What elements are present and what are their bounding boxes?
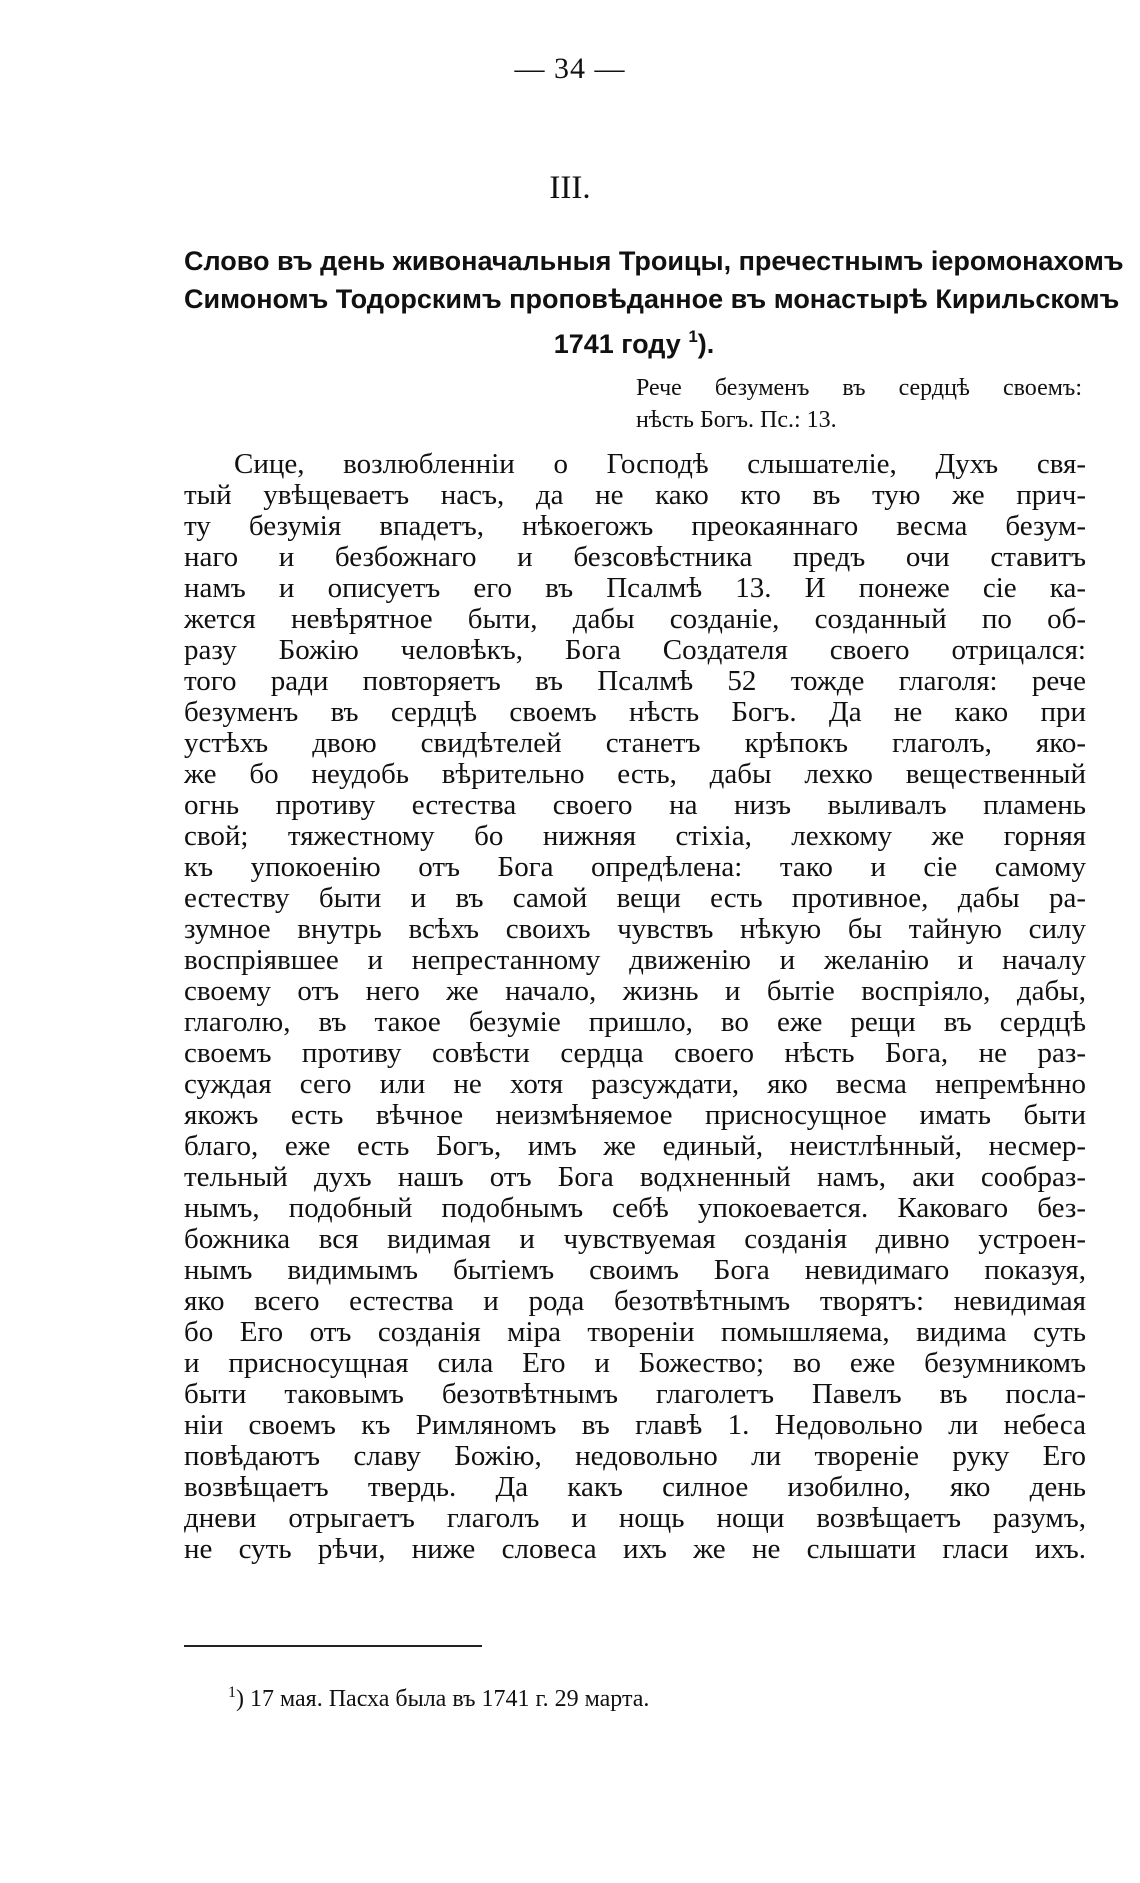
body-line: благо, еже есть Богъ, имъ же единый, неистлѣнный, несмер- (184, 1130, 1086, 1162)
epigraph (636, 372, 1082, 436)
body-line: своемъ противу совѣсти сердца своего нѣсть Бога, не раз- (184, 1037, 1086, 1069)
title-line-last (184, 318, 1084, 363)
footnote-text: ) 17 мая. Пасха была въ 1741 г. 29 марта. (236, 1686, 650, 1712)
body-line: того ради повторяетъ въ Псалмѣ 52 тожде глаголя: рече (184, 665, 1086, 697)
body-line: бо Его отъ созданія міра твореніи помышляема, видима суть (184, 1316, 1086, 1348)
body-line: наго и безбожнаго и безсовѣстника предъ очи ставитъ (184, 541, 1086, 573)
epigraph-line: Рече безуменъ въ сердцѣ своемъ: (636, 375, 1082, 401)
body-line: же бо неудобь вѣрительно есть, дабы лехко вещественный (184, 758, 1086, 790)
body-line: разу Божію человѣкъ, Бога Создателя своего отрицался: (184, 634, 1086, 666)
body-line: своему отъ него же начало, жизнь и бытіе воспріяло, дабы, (184, 975, 1086, 1007)
body-line: къ упокоенію отъ Бога опредѣлена: тако и сіе самому (184, 851, 1086, 883)
body-line: быти таковымъ безотвѣтнымъ глаголетъ Павелъ въ посла- (184, 1378, 1086, 1410)
footnote-mark: 1 (228, 1684, 236, 1701)
body-line: жется невѣрятное быти, дабы созданіе, созданный по об- (184, 603, 1086, 635)
body-line: тельный духъ нашъ отъ Бога водхненный намъ, аки сообраз- (184, 1161, 1086, 1193)
footnote-reference: 1 (688, 327, 698, 346)
body-line: возвѣщаетъ твердь. Да какъ силное изобилно, яко день (184, 1471, 1086, 1503)
body-line: намъ и описуетъ его въ Псалмѣ 13. И понеже сіе ка- (184, 572, 1086, 604)
body-line: якожъ есть вѣчное неизмѣняемое присносущное имать быти (184, 1099, 1086, 1131)
title-line: Симономъ Тодорскимъ проповѣданное въ монастырѣ Кирильскомъ (184, 284, 1120, 314)
body-line: ніи своемъ къ Римляномъ въ главѣ 1. Недовольно ли небеса (184, 1409, 1086, 1441)
body-line: ту безумія впадетъ, нѣкоегожъ преокаяннаго весма безум- (184, 510, 1086, 542)
body-line: божника вся видимая и чувствуемая созданія дивно устроен- (184, 1223, 1086, 1255)
body-line: яко всего естества и рода безотвѣтнымъ творятъ: невидимая (184, 1285, 1086, 1317)
body-line: нымъ, подобный подобнымъ себѣ упокоевается. Каковаго без- (184, 1192, 1086, 1224)
body-line: свой; тяжестному бо нижняя стіхіа, лехкому же горняя (184, 820, 1086, 852)
body-line: не суть рѣчи, ниже словеса ихъ же не слышати гласи ихъ. (184, 1533, 1086, 1565)
body-line: суждая сего или не хотя разсуждати, яко весма непремѣнно (184, 1068, 1086, 1100)
body-text (184, 449, 1086, 1565)
epigraph-line: нѣсть Богъ. Пс.: 13. (636, 407, 837, 433)
title-trailing: ). (697, 329, 715, 359)
body-line: воспріявшее и непрестанному движенію и желанію и началу (184, 944, 1086, 976)
body-line: безуменъ въ сердцѣ своемъ нѣсть Богъ. Да не како при (184, 696, 1086, 728)
body-line: тый увѣщеваетъ насъ, да не како кто въ тую же прич- (184, 479, 1086, 511)
title-line: 1741 году (553, 329, 681, 359)
body-line: естеству быти и въ самой вещи есть противное, дабы ра- (184, 882, 1086, 914)
footnote-divider (184, 1645, 482, 1647)
chapter-number: III. (549, 170, 591, 206)
body-line: устѣхъ двою свидѣтелей станетъ крѣпокъ глаголъ, яко- (184, 727, 1086, 759)
body-line: нымъ видимымъ бытіемъ своимъ Бога невидимаго показуя, (184, 1254, 1086, 1286)
body-line: повѣдаютъ славу Божію, недовольно ли твореніе руку Его (184, 1440, 1086, 1472)
sermon-title (184, 242, 1124, 363)
footnote (228, 1684, 649, 1713)
title-line: Слово въ день живоначальныя Троицы, пречестнымъ іеромонахомъ (184, 246, 1124, 276)
body-line: Сице, возлюбленніи о Господѣ слышателіе, Духъ свя- (234, 448, 1086, 480)
body-line: огнь противу естества своего на низъ выливалъ пламень (184, 789, 1086, 821)
body-line: и присносущная сила Его и Божество; во еже безумникомъ (184, 1347, 1086, 1379)
body-line: глаголю, въ такое безуміе пришло, во еже рещи въ сердцѣ (184, 1006, 1086, 1038)
body-line: дневи отрыгаетъ глаголъ и нощь нощи возвѣщаетъ разумъ, (184, 1502, 1086, 1534)
page-number: — 34 — (514, 52, 626, 85)
body-line: зумное внутрь всѣхъ своихъ чувствъ нѣкую бы тайную силу (184, 913, 1086, 945)
